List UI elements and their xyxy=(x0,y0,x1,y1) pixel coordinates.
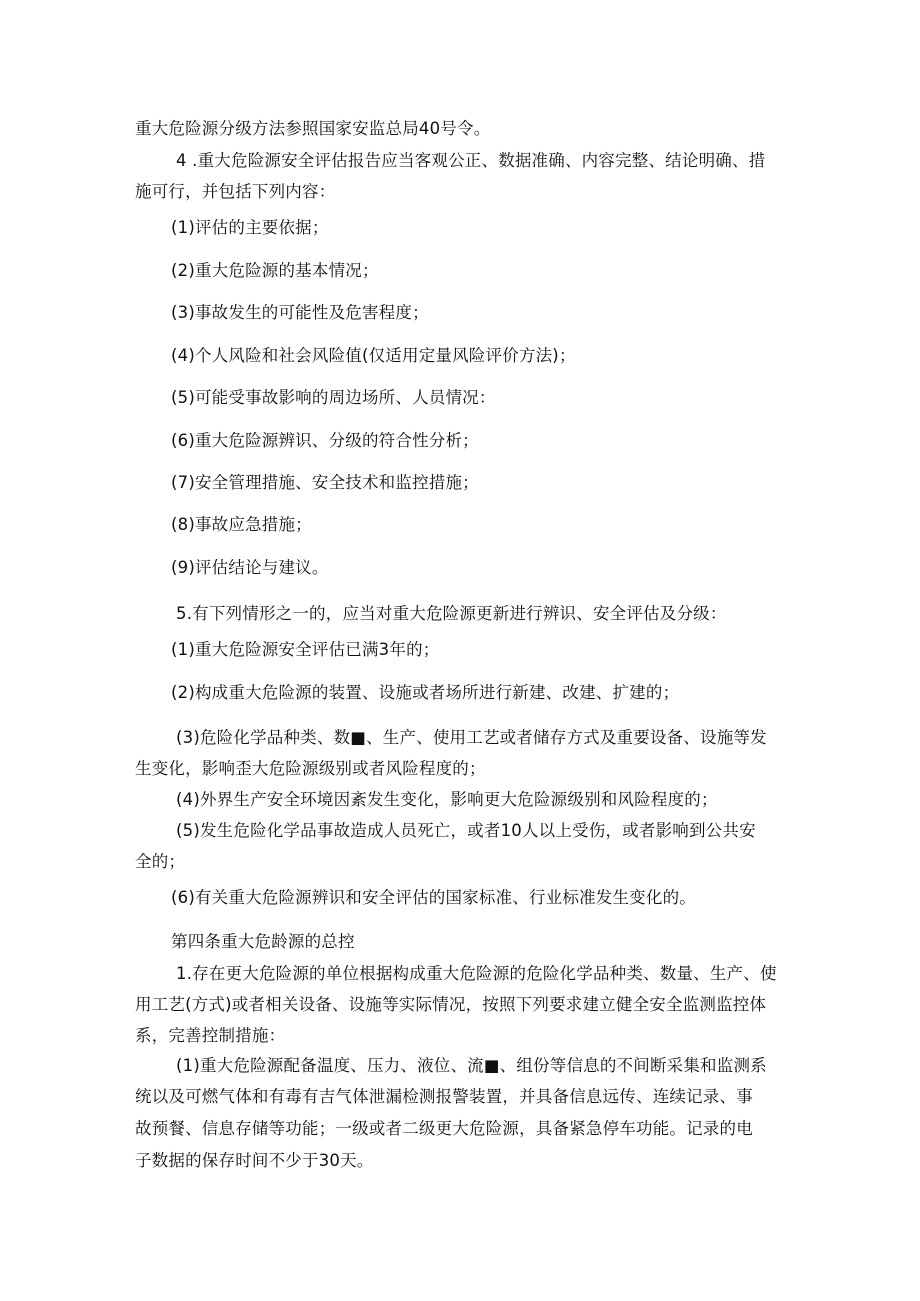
text-line: 施可行，并包括下列内容： xyxy=(135,182,336,201)
text-line: 统以及可燃气体和有毒有吉气体泄漏检测报警装置，并具备信息远传、连续记录、事 xyxy=(135,1087,753,1106)
text-line: (4)外界生产安全环境因紊发生变化，影响更大危险源级别和风险程度的； xyxy=(176,790,718,809)
text-line: (3)危险化学品种类、数■、生产、使用工艺或者储存方式及重要设备、设施等发 xyxy=(176,728,767,747)
text-line: (7)安全管理措施、安全技术和监控措施； xyxy=(171,473,479,492)
text-line: 生变化，影响歪大危险源级别或者风险程度的； xyxy=(135,759,486,778)
text-line: (5)发生危险化学品事故造成人员死亡，或者10人以上受伤，或者影响到公共安 xyxy=(176,821,756,840)
text-line: 全的； xyxy=(135,852,186,871)
text-line: (6)有关重大危险源辨识和安全评估的国家标准、行业标准发生变化的。 xyxy=(171,888,696,907)
text-line: (1)评估的主要依据； xyxy=(171,218,329,237)
text-line: 1.存在更大危险源的单位根据构成重大危险源的危险化学品种类、数量、生产、使 xyxy=(176,964,777,983)
text-line: 4 .重大危险源安全评估报告应当客观公正、数据准确、内容完整、结论明确、措 xyxy=(176,151,766,170)
text-line: 用工艺(方式)或者相关设备、设施等实际情况，按照下列要求建立健全安全监测监控体 xyxy=(135,995,767,1014)
text-line: 系，完善控制措施： xyxy=(135,1026,286,1045)
section-heading: 第四条重大危龄源的总控 xyxy=(171,932,355,951)
text-line: 重大危险源分级方法参照国家安监总局40号令。 xyxy=(135,119,491,138)
text-line: (1)重大危险源安全评估已满3年的； xyxy=(171,640,440,659)
text-line: (8)事故应急措施； xyxy=(171,515,312,534)
text-line: (3)事故发生的可能性及危害程度； xyxy=(171,303,429,322)
text-line: 5.有下列情形之一的，应当对重大危险源更新进行辨识、安全评估及分级： xyxy=(176,604,727,623)
text-line: (9)评估结论与建议。 xyxy=(171,558,329,577)
text-line: (6)重大危险源辨识、分级的符合性分析； xyxy=(171,431,479,450)
text-line: (2)重大危险源的基本情况； xyxy=(171,261,379,280)
text-line: 故预餐、信息存储等功能；一级或者二级更大危险源，具备紧急停车功能。记录的电 xyxy=(135,1119,753,1138)
text-line: (1)重大危险源配备温度、压力、液位、流■、组份等信息的不间断采集和监测系 xyxy=(176,1056,767,1075)
text-line: (2)构成重大危险源的装置、设施或者场所进行新建、改建、扩建的； xyxy=(171,683,680,702)
text-line: (5)可能受事故影响的周边场所、人员情况： xyxy=(171,388,496,407)
text-line: (4)个人风险和社会风险值(仅适用定量风险评价方法)； xyxy=(171,346,576,365)
text-line: 子数据的保存时间不少于30天。 xyxy=(135,1151,374,1170)
